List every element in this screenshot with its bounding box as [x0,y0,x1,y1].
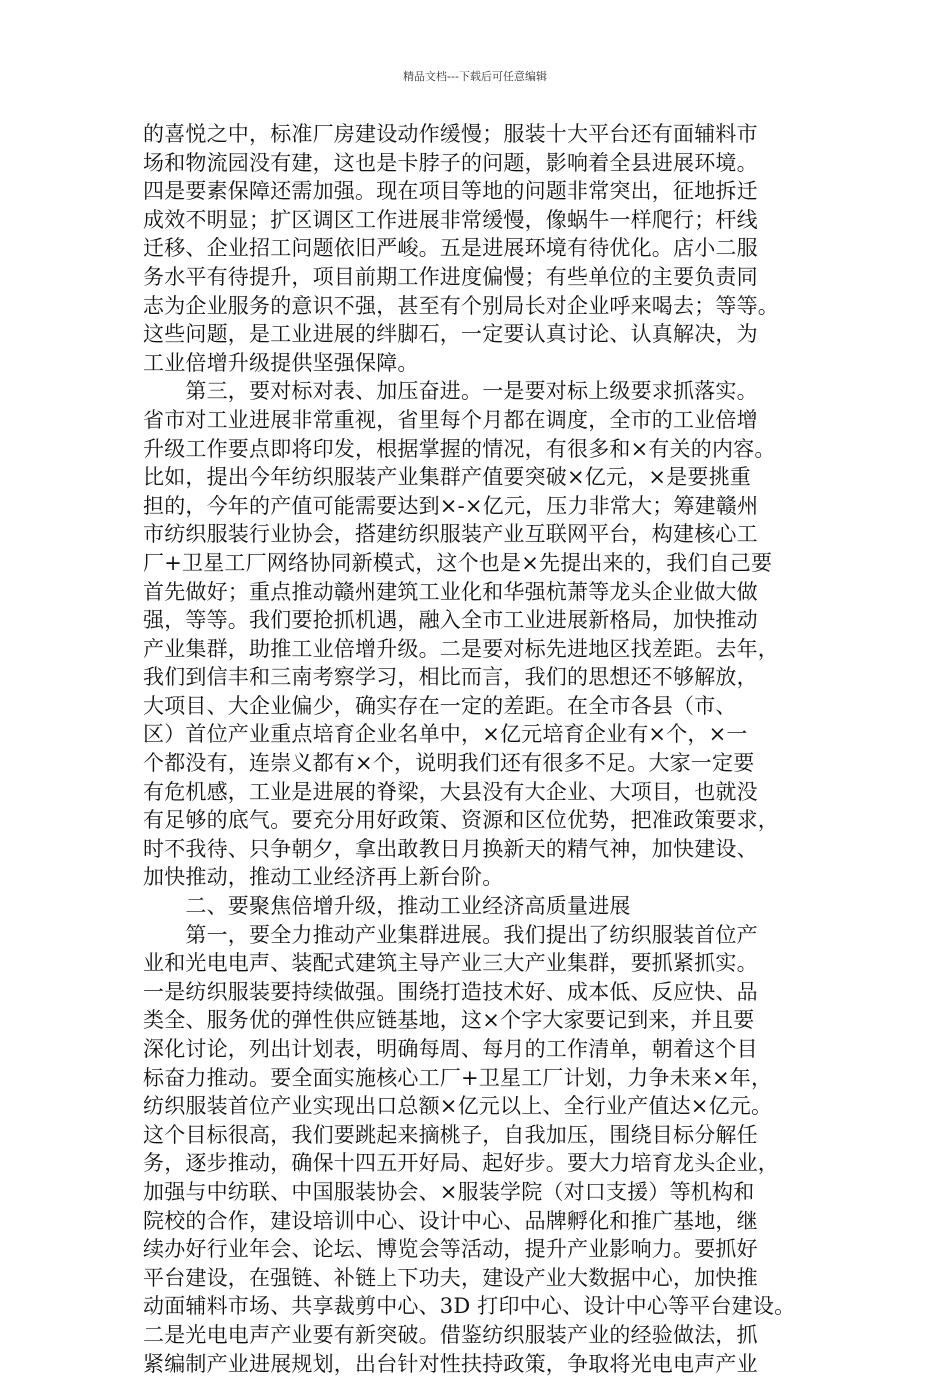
text-line: 一是纺织服装要持续做强。围绕打造技术好、成本低、反应快、品 [143,979,758,1004]
text-line: 务，逐步推动，确保十四五开好局、起好步。要大力培育龙头企业， [143,1151,779,1176]
text-line: 加强与中纺联、中国服装协会、×服装学院（对口支援）等机构和 [143,1179,755,1204]
page-header [0,70,950,84]
text-line: 务水平有待提升，项目前期工作进度偏慢；有些单位的主要负责同 [143,264,758,289]
text-line: 工业倍增升级提供坚强保障。 [143,350,419,375]
text-line: 有危机感，工业是进展的脊梁，大县没有大企业、大项目，也就没 [143,779,758,804]
text-line: 加快推动，推动工业经济再上新台阶。 [143,865,504,890]
text-line: 纺织服装首位产业实现出口总额×亿元以上、全行业产值达×亿元。 [143,1094,773,1119]
text-line: 大项目、大企业偏少，确实存在一定的差距。在全市各县（市、 [143,693,737,718]
text-line: 比如，提出今年纺织服装产业集群产值要突破×亿元，×是要挑重 [143,465,751,490]
text-line: 产业集群，助推工业倍增升级。二是要对标先进地区找差距。去年， [143,636,779,661]
text-line: 深化讨论，列出计划表，明确每周、每月的工作清单，朝着这个目 [143,1037,758,1061]
text-line: 二、要聚焦倍增升级，推动工业经济高质量进展 [143,894,631,919]
text-line: 这个目标很高，我们要跳起来摘桃子，自我加压，围绕目标分解任 [143,1122,758,1147]
text-line: 担的，今年的产值可能需要达到×-×亿元，压力非常大；筹建赣州 [143,493,759,518]
text-line: 首先做好；重点推动赣州建筑工业化和华强杭萧等龙头企业做大做 [143,579,758,604]
text-line: 厂+卫星工厂网络协同新模式，这个也是×先提出来的，我们自己要 [143,550,773,575]
text-line: 有足够的底气。要充分用好政策、资源和区位优势，把准政策要求， [143,808,779,833]
text-line: 迁移、企业招工问题依旧严峻。五是进展环境有待优化。店小二服 [143,236,758,261]
document-body [143,120,818,1378]
text-line: 区）首位产业重点培育企业名单中，×亿元培育企业有×个，×一 [143,722,748,747]
text-line: 这些问题，是工业进展的绊脚石，一定要认真讨论、认真解决，为 [143,322,758,347]
text-line: 场和物流园没有建，这也是卡脖子的问题，影响着全县进展环境。 [143,150,758,175]
text-line: 标奋力推动。要全面实施核心工厂+卫星工厂计划，力争未来×年， [143,1065,773,1090]
text-line: 续办好行业年会、论坛、博览会等活动，提升产业影响力。要抓好 [143,1237,758,1262]
text-line: 市纺织服装行业协会，搭建纺织服装产业互联网平台，构建核心工 [143,522,758,547]
text-line: 第一，要全力推动产业集群进展。我们提出了纺织服装首位产 [143,922,758,947]
text-line: 强，等等。我们要抢抓机遇，融入全市工业进展新格局，加快推动 [143,608,758,633]
text-line: 业和光电电声、装配式建筑主导产业三大产业集群，要抓紧抓实。 [143,951,758,976]
text-line: 类全、服务优的弹性供应链基地，这×个字大家要记到来，并且要 [143,1008,755,1033]
text-line: 省市对工业进展非常重视，省里每个月都在调度，全市的工业倍增 [143,407,758,432]
text-line: 二是光电电声产业要有新突破。借鉴纺织服装产业的经验做法，抓 [143,1322,758,1347]
text-line: 志为企业服务的意识不强，甚至有个别局长对企业呼来喝去；等等。 [143,293,779,318]
text-line: 紧编制产业进展规划，出台针对性扶持政策，争取将光电电声产业 [143,1351,758,1376]
text-line: 动面辅料市场、共享裁剪中心、3D 打印中心、设计中心等平台建设。 [143,1294,796,1319]
header-text: 精品文档---下载后可任意编辑 [403,70,547,83]
text-line: 平台建设，在强链、补链上下功夫，建设产业大数据中心，加快推 [143,1265,758,1290]
text-line: 升级工作要点即将印发，根据掌握的情况，有很多和×有关的内容。 [143,436,776,461]
text-line: 院校的合作，建设培训中心、设计中心、品牌孵化和推广基地，继 [143,1208,758,1233]
text-line: 个都没有，连崇义都有×个，说明我们还有很多不足。大家一定要 [143,751,755,776]
text-line: 四是要素保障还需加强。现在项目等地的问题非常突出，征地拆迁 [143,179,758,204]
text-line: 第三，要对标对表、加压奋进。一是要对标上级要求抓落实。 [143,379,758,404]
text-line: 成效不明显；扩区调区工作进展非常缓慢，像蜗牛一样爬行；杆线 [143,207,758,232]
text-line: 时不我待、只争朝夕，拿出敢教日月换新天的精气神，加快建设、 [143,836,758,861]
text-line: 我们到信丰和三南考察学习，相比而言，我们的思想还不够解放， [143,665,758,690]
text-line: 的喜悦之中，标准厂房建设动作缓慢；服装十大平台还有面辅料市 [143,122,758,146]
